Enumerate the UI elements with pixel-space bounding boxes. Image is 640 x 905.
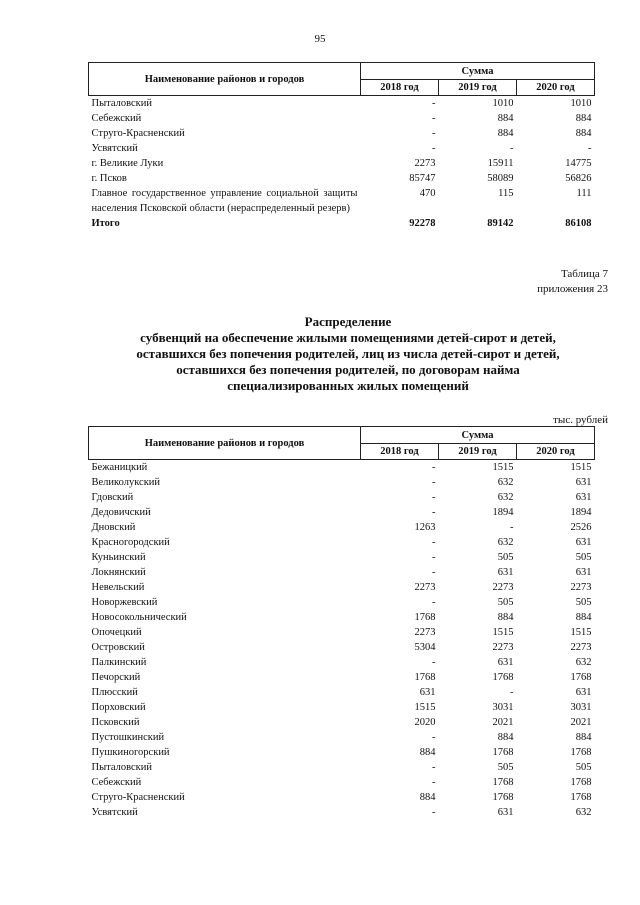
row-value-2018: 884: [419, 792, 436, 803]
table-row-reserve: [89, 186, 595, 216]
header-name: Наименование районов и городов: [89, 63, 361, 96]
reserve-2018: 470: [419, 188, 436, 199]
header-sum: Сумма: [361, 427, 595, 444]
row-value-2020: 2273: [570, 642, 592, 653]
caption-table-number: Таблица 7: [560, 268, 608, 280]
row-name: Новоржевский: [91, 597, 158, 608]
reserve-name: Главное государственное управление социальной защиты населения Псковской области (нераспределенный резерв): [91, 188, 358, 214]
caption-appendix: приложения 23: [537, 283, 608, 295]
row-value-2018: 884: [419, 747, 436, 758]
title-line-3: оставшихся без попечения родителей, лиц из числа детей-сирот и детей,: [136, 346, 560, 361]
row-value-2018: 2273: [414, 627, 436, 638]
row-name: Псковский: [91, 717, 140, 728]
total-name: Итого: [91, 218, 120, 229]
row-name: Красногородский: [91, 537, 170, 548]
row-value-2019: 15911: [487, 158, 514, 169]
row-value-2019: 632: [497, 492, 514, 503]
row-value-2018: -: [432, 567, 436, 578]
title-line-1: Распределение: [304, 314, 392, 329]
table-row: [89, 565, 595, 580]
row-name: Струго-Красненский: [91, 792, 185, 803]
table-2: [88, 426, 595, 820]
table-2-body: [89, 460, 595, 821]
header-year-2020: 2020 год: [517, 80, 595, 96]
document-title: [88, 314, 608, 394]
row-value-2020: 2273: [570, 582, 592, 593]
reserve-2019: 115: [498, 188, 514, 199]
row-value-2020: 884: [575, 113, 592, 124]
row-value-2019: 632: [497, 537, 514, 548]
table-row: [89, 685, 595, 700]
table-1-body: [89, 96, 595, 187]
row-value-2020: 632: [575, 657, 592, 668]
total-2020: 86108: [565, 218, 592, 229]
row-name: Островский: [91, 642, 145, 653]
row-value-2019: 505: [497, 762, 514, 773]
title-line-5: специализированных жилых помещений: [227, 378, 469, 393]
row-value-2019: 58089: [487, 173, 514, 184]
table-row: [89, 625, 595, 640]
table-row: [89, 126, 595, 141]
row-value-2019: 884: [497, 612, 514, 623]
row-value-2019: -: [510, 687, 514, 698]
row-value-2020: 2526: [570, 522, 592, 533]
row-value-2020: 14775: [565, 158, 592, 169]
row-value-2019: 2021: [492, 717, 514, 728]
table-row: [89, 775, 595, 790]
row-name: Пыталовский: [91, 762, 152, 773]
row-value-2019: 1768: [492, 777, 514, 788]
row-value-2018: -: [432, 462, 436, 473]
row-value-2018: -: [432, 98, 436, 109]
table-row: [89, 171, 595, 186]
table-row: [89, 460, 595, 476]
row-value-2019: 1515: [492, 627, 514, 638]
row-value-2020: 632: [575, 807, 592, 818]
row-value-2018: 631: [419, 687, 436, 698]
table-row: [89, 580, 595, 595]
table-caption: [537, 267, 608, 297]
header-name: Наименование районов и городов: [89, 427, 361, 460]
row-value-2020: 1768: [570, 672, 592, 683]
row-value-2018: 1515: [414, 702, 436, 713]
table-row: [89, 550, 595, 565]
header-year-2018: 2018 год: [361, 444, 439, 460]
row-name: Печорский: [91, 672, 141, 683]
row-value-2018: -: [432, 128, 436, 139]
row-value-2019: 2273: [492, 642, 514, 653]
row-name: Локнянский: [91, 567, 146, 578]
row-name: Куньинский: [91, 552, 146, 563]
row-name: Себежский: [91, 777, 142, 788]
title-line-2: субвенций на обеспечение жилыми помещениями детей-сирот и детей,: [140, 330, 556, 345]
row-value-2020: 1010: [570, 98, 592, 109]
row-name: Дедовичский: [91, 507, 151, 518]
row-value-2020: 631: [575, 567, 592, 578]
row-value-2020: 1515: [570, 462, 592, 473]
row-value-2019: -: [510, 143, 514, 154]
row-name: Великолукский: [91, 477, 161, 488]
units-label: тыс. рублей: [553, 414, 608, 426]
row-value-2019: 884: [497, 128, 514, 139]
row-value-2020: 1768: [570, 792, 592, 803]
table-row: [89, 475, 595, 490]
row-value-2020: 884: [575, 612, 592, 623]
row-value-2019: 884: [497, 113, 514, 124]
row-value-2019: 1768: [492, 672, 514, 683]
row-value-2019: 1768: [492, 792, 514, 803]
row-value-2020: 505: [575, 552, 592, 563]
table-row: [89, 745, 595, 760]
table-row: [89, 490, 595, 505]
row-name: Пыталовский: [91, 98, 152, 109]
row-value-2020: 3031: [570, 702, 592, 713]
row-value-2018: -: [432, 807, 436, 818]
row-value-2018: -: [432, 597, 436, 608]
row-value-2019: 505: [497, 597, 514, 608]
row-value-2018: -: [432, 657, 436, 668]
row-value-2019: 632: [497, 477, 514, 488]
row-value-2019: 1768: [492, 747, 514, 758]
row-value-2019: 631: [497, 807, 514, 818]
table-row: [89, 760, 595, 775]
row-value-2019: 631: [497, 567, 514, 578]
table-row: [89, 790, 595, 805]
row-value-2019: 631: [497, 657, 514, 668]
row-value-2020: 631: [575, 537, 592, 548]
row-value-2020: 1515: [570, 627, 592, 638]
row-name: Усвятский: [91, 807, 138, 818]
row-value-2018: 85747: [409, 173, 436, 184]
row-value-2018: 2020: [414, 717, 436, 728]
row-value-2019: 1894: [492, 507, 514, 518]
table-row-total: [89, 216, 595, 231]
row-name: Струго-Красненский: [91, 128, 185, 139]
table-row: [89, 535, 595, 550]
row-value-2018: 5304: [414, 642, 436, 653]
row-value-2020: 2021: [570, 717, 592, 728]
table-row: [89, 595, 595, 610]
row-value-2020: 505: [575, 597, 592, 608]
row-value-2018: -: [432, 507, 436, 518]
row-name: Пустошкинский: [91, 732, 165, 743]
row-name: г. Псков: [91, 173, 127, 184]
row-name: Гдовский: [91, 492, 134, 503]
row-value-2020: 884: [575, 732, 592, 743]
reserve-2020: 111: [576, 188, 592, 199]
row-name: г. Великие Луки: [91, 158, 164, 169]
row-value-2020: 1768: [570, 777, 592, 788]
table-row: [89, 156, 595, 171]
row-value-2018: -: [432, 537, 436, 548]
row-value-2018: 1263: [414, 522, 436, 533]
row-value-2018: -: [432, 113, 436, 124]
row-value-2020: -: [588, 143, 592, 154]
table-row: [89, 505, 595, 520]
row-name: Плюсский: [91, 687, 138, 698]
table-row: [89, 655, 595, 670]
row-value-2018: -: [432, 477, 436, 488]
row-value-2019: 2273: [492, 582, 514, 593]
row-name: Себежский: [91, 113, 142, 124]
row-value-2020: 631: [575, 492, 592, 503]
table-row: [89, 640, 595, 655]
header-year-2019: 2019 год: [439, 80, 517, 96]
total-2019: 89142: [487, 218, 514, 229]
table-row: [89, 111, 595, 126]
header-sum: Сумма: [361, 63, 595, 80]
row-value-2018: -: [432, 762, 436, 773]
total-2018: 92278: [409, 218, 436, 229]
table-1: [88, 62, 595, 231]
row-name: Опочецкий: [91, 627, 142, 638]
row-value-2020: 631: [575, 477, 592, 488]
row-value-2019: 505: [497, 552, 514, 563]
row-value-2020: 631: [575, 687, 592, 698]
row-value-2018: 1768: [414, 672, 436, 683]
row-value-2020: 1894: [570, 507, 592, 518]
row-value-2019: 884: [497, 732, 514, 743]
header-year-2020: 2020 год: [517, 444, 595, 460]
table-row: [89, 670, 595, 685]
row-value-2019: 1515: [492, 462, 514, 473]
row-value-2018: 2273: [414, 582, 436, 593]
row-value-2018: -: [432, 732, 436, 743]
row-value-2018: -: [432, 143, 436, 154]
row-value-2018: -: [432, 777, 436, 788]
table-row: [89, 141, 595, 156]
row-name: Палкинский: [91, 657, 147, 668]
row-value-2018: -: [432, 492, 436, 503]
page-number: 95: [314, 33, 326, 45]
row-name: Бежаницкий: [91, 462, 148, 473]
row-name: Усвятский: [91, 143, 138, 154]
row-value-2020: 884: [575, 128, 592, 139]
table-row: [89, 805, 595, 820]
row-value-2019: -: [510, 522, 514, 533]
row-value-2018: 1768: [414, 612, 436, 623]
title-line-4: оставшихся без попечения родителей, по договорам найма: [176, 362, 520, 377]
table-row: [89, 520, 595, 535]
row-name: Порховский: [91, 702, 146, 713]
table-row: [89, 730, 595, 745]
header-year-2019: 2019 год: [439, 444, 517, 460]
row-value-2019: 1010: [492, 98, 514, 109]
table-row: [89, 700, 595, 715]
table-row: [89, 715, 595, 730]
table-row: [89, 610, 595, 625]
row-value-2018: -: [432, 552, 436, 563]
row-value-2018: 2273: [414, 158, 436, 169]
row-value-2019: 3031: [492, 702, 514, 713]
header-year-2018: 2018 год: [361, 80, 439, 96]
table-row: [89, 96, 595, 112]
row-name: Новосокольнический: [91, 612, 187, 623]
row-name: Пушкиногорский: [91, 747, 170, 758]
row-name: Невельский: [91, 582, 145, 593]
row-value-2020: 56826: [565, 173, 592, 184]
row-value-2020: 1768: [570, 747, 592, 758]
row-name: Дновский: [91, 522, 136, 533]
row-value-2020: 505: [575, 762, 592, 773]
